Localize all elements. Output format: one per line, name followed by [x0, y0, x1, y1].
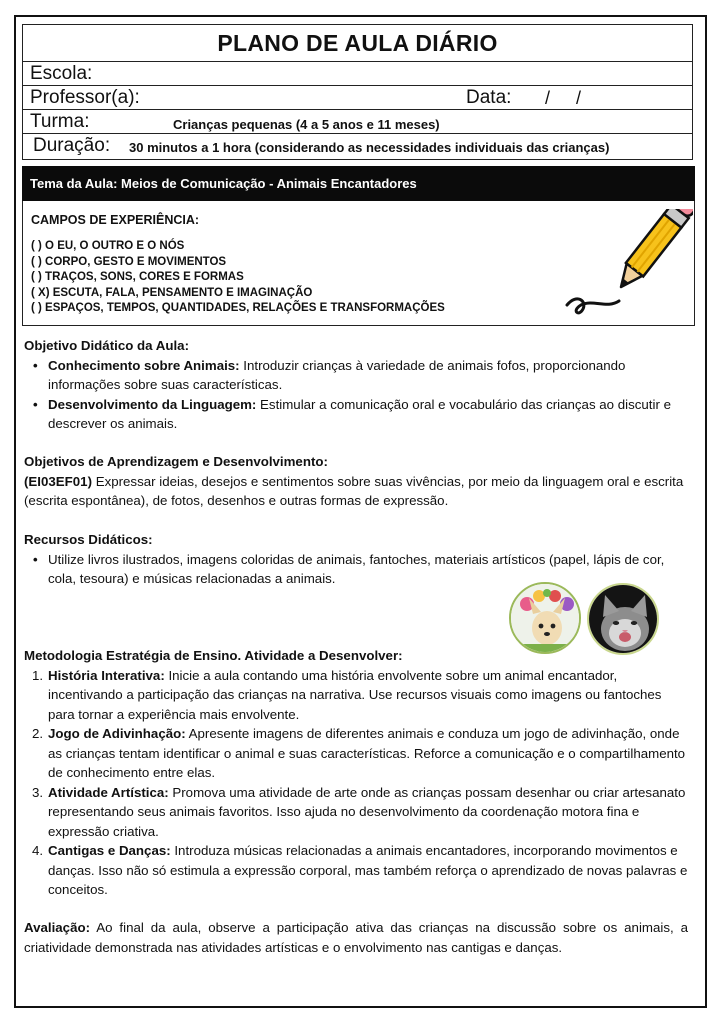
duracao-label: Duração: — [33, 135, 111, 156]
kitten-photo — [587, 583, 659, 655]
campo-item: ( ) O EU, O OUTRO E O NÓS — [31, 240, 185, 252]
campos-box — [22, 201, 695, 326]
campo-item: ( X) ESCUTA, FALA, PENSAMENTO E IMAGINAÇÃO — [31, 286, 313, 299]
page-title: PLANO DE AULA DIÁRIO — [23, 25, 692, 62]
escola-row — [23, 62, 692, 86]
turma-value: Crianças pequenas (4 a 5 anos e 11 meses) — [173, 117, 440, 132]
date-slash: / — [576, 88, 582, 108]
metodologia-title: Metodologia Estratégia de Ensino. Atividade a Desenvolver: — [24, 648, 403, 663]
aprendizagem-text: (EI03EF01) Expressar ideias, desejos e sentimentos sobre suas vivências, por meio da linguagem oral e escrita (escrita espontânea), de fotos, desenhos e outras formas de expressão. — [24, 473, 684, 508]
recursos-title: Recursos Didáticos: — [24, 532, 153, 547]
professor-row — [23, 86, 692, 110]
objetivo-title: Objetivo Didático da Aula: — [24, 338, 189, 353]
recursos-section — [24, 530, 688, 589]
duracao-value: 30 minutos a 1 hora (considerando as necessidades individuais das crianças) — [129, 140, 610, 155]
campo-item: ( ) ESPAÇOS, TEMPOS, QUANTIDADES, RELAÇÕES E TRANSFORMAÇÕES — [31, 302, 445, 315]
data-label: Data: — [466, 87, 512, 108]
list-item: • Utilize livros ilustrados, imagens coloridas de animais, fantoches, materiais artísticos (papel, lápis de cor, cola, tesoura) e músicas relacionadas a animais. — [48, 550, 688, 589]
campo-item: ( ) CORPO, GESTO E MOVIMENTOS — [31, 255, 227, 268]
campos-title: CAMPOS DE EXPERIÊNCIA: — [31, 213, 200, 227]
header-box — [22, 24, 693, 160]
campo-item: ( ) TRAÇOS, SONS, CORES E FORMAS — [31, 271, 244, 284]
pencil-icon — [563, 209, 693, 321]
avaliacao-section — [24, 918, 688, 957]
list-item: 4. Cantigas e Danças: Introduza músicas relacionadas a animais encantadores, incorporando movimentos e danças. Isso não só estimula a expressão corporal, mas também reforça o aprendizado de novas palavras e conceitos. — [32, 843, 688, 897]
list-item: 1. História Interativa: Inicie a aula contando uma história envolvente sobre um animal encantador, incentivando a participação das crianças na narrativa. Use recursos visuais como imagens ou fantoches para tornar a experiência mais envolvente. — [32, 667, 662, 722]
avaliacao-text: Ao final da aula, observe a participação ativa das crianças na discussão sobre os animais, a criatividade demonstrada nas atividades artísticas e o envolvimento nas cantigas e danças. — [24, 920, 688, 955]
turma-label: Turma: — [30, 111, 90, 132]
duracao-row — [23, 134, 692, 159]
list-item: 3. Atividade Artística: Promova uma atividade de arte onde as crianças possam desenhar ou criar artesanato representando seus animais favoritos. Isso ajuda no desenvolvimento da coordenação motora fina e expressão criativa. — [32, 784, 686, 839]
escola-label: Escola: — [30, 63, 93, 84]
avaliacao-label: Avaliação: — [24, 920, 91, 935]
aprendizagem-title: Objetivos de Aprendizagem e Desenvolvimento: — [24, 454, 328, 469]
theme-bar: Tema da Aula: Meios de Comunicação - Animais Encantadores — [22, 166, 695, 201]
professor-label: Professor(a): — [30, 87, 140, 108]
dog-with-flowers-photo — [509, 582, 581, 654]
objetivo-section — [24, 336, 688, 434]
list-item: • Desenvolvimento da Linguagem: Estimular a comunicação oral e vocabulário das crianças ao discutir e descrever os animais. — [48, 395, 688, 434]
list-item: 2. Jogo de Adivinhação: Apresente imagens de diferentes animais e conduza um jogo de adivinhação, onde as crianças tentam identificar o animal e suas características. Reforce a comunicação e o compartilhamento de conhecimento entre elas. — [32, 726, 686, 780]
metodologia-section — [24, 646, 688, 900]
aprendizagem-section — [24, 452, 688, 511]
date-slash: / — [545, 88, 551, 108]
campos-list — [31, 239, 445, 317]
list-item: • Conhecimento sobre Animais: Introduzir crianças à variedade de animais fofos, proporcionando informações sobre suas características. — [48, 356, 688, 395]
turma-row — [23, 110, 692, 134]
